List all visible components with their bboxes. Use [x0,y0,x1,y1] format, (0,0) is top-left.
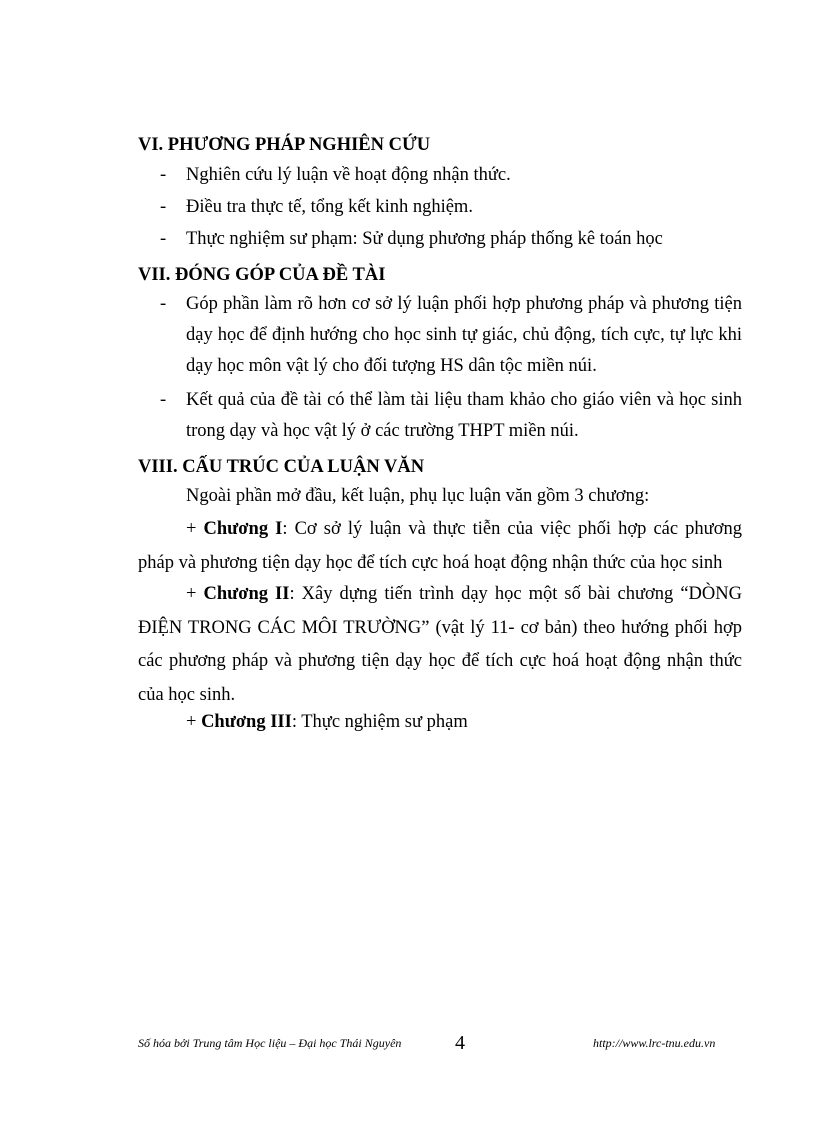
chapter-prefix: + [186,519,204,539]
chapter-text: : Thực nghiệm sư phạm [291,712,468,732]
section-8-heading: VIII. CẤU TRÚC CỦA LUẬN VĂN [138,457,425,477]
chapter-prefix: + [186,584,204,604]
chapter-text: : Xây dựng tiến trình dạy học một số bài chương “DÒNG ĐIỆN TRONG CÁC MÔI TRƯỜNG” (vật lý 11- cơ bản) theo hướng phối hợp các phương pháp và phương tiện dạy học để tích cực hoá hoạt động nhận thức của học sinh. [138,584,742,705]
list-item-text: Góp phần làm rõ hơn cơ sở lý luận phối hợp phương pháp và phương tiện dạy học để định hướng cho học sinh tự giác, chủ động, tích cực, tự lực khi dạy học môn vật lý cho đối tượng HS dân tộc miền núi. [186,294,742,376]
footer-url: http://www.lrc-tnu.edu.vn [593,1036,716,1050]
list-item-text: Điều tra thực tế, tổng kết kinh nghiệm. [186,197,473,217]
section-8-intro: Ngoài phần mở đầu, kết luận, phụ lục luận văn gồm 3 chương: [186,486,650,506]
bullet-dash: - [160,390,167,410]
list-item-text: Nghiên cứu lý luận về hoạt động nhận thức. [186,165,511,185]
list-item-text: Thực nghiệm sư phạm: Sử dụng phương pháp thống kê toán học [186,229,663,249]
chapter-2-paragraph [138,578,742,712]
footer-source: Số hóa bởi Trung tâm Học liệu – Đại học Thái Nguyên [138,1036,402,1050]
chapter-label: Chương II [203,584,290,604]
section-7-heading: VII. ĐÓNG GÓP CỦA ĐỀ TÀI [138,265,386,285]
chapter-text: : Cơ sở lý luận và thực tiễn của việc phối hợp các phương pháp và phương tiện dạy học để tích cực hoá hoạt động nhận thức của học sinh [138,519,742,573]
bullet-dash: - [160,229,167,249]
chapter-label: Chương I [203,519,283,539]
bullet-dash: - [160,165,167,185]
bullet-dash: - [160,197,167,217]
chapter-prefix: + [186,712,202,732]
list-item-text: Kết quả của đề tài có thể làm tài liệu tham khảo cho giáo viên và học sinh trong dạy và học vật lý ở các trường THPT miền núi. [186,390,742,441]
section-6-heading: VI. PHƯƠNG PHÁP NGHIÊN CỨU [138,135,431,155]
page-number: 4 [455,1032,465,1054]
bullet-dash: - [160,294,167,314]
chapter-label: Chương III [201,712,292,732]
chapter-1-paragraph [138,513,742,580]
chapter-3-paragraph [138,706,742,740]
